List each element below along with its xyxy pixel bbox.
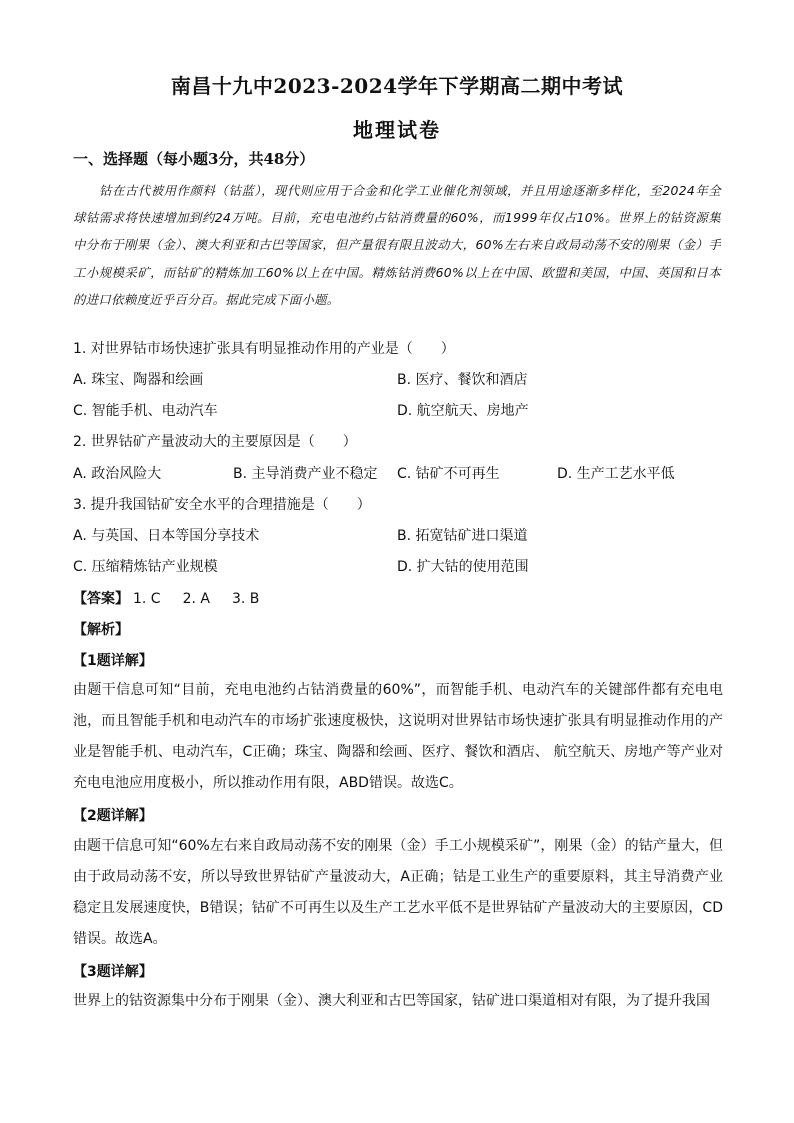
answer-2: 2. A — [182, 591, 210, 607]
question-1-option-b: B. 医疗、餐饮和酒店 — [397, 372, 528, 388]
question-2-option-c: C. 钴矿不可再生 — [397, 466, 500, 482]
question-3-option-c: C. 压缩精炼钴产业规模 — [73, 559, 218, 575]
question-3-stem: 3. 提升我国钴矿安全水平的合理措施是（ ） — [73, 497, 371, 513]
answer-1: 1. C — [133, 591, 161, 607]
question-2-option-d: D. 生产工艺水平低 — [557, 466, 675, 482]
document-title: 南昌十九中2023-2024学年下学期高二期中考试 — [170, 74, 624, 98]
analysis-label: 【解析】 — [73, 622, 129, 638]
answer-line — [73, 588, 281, 608]
passage-text: 钴在古代被用作颜料（钴蓝），现代则应用于合金和化学工业催化剂领域，并且用途逐渐多样化，至2024年全球钴需求将快速增加到约24万吨。目前，充电电池约占钴消费量的60%，而1999年仅占10%。世界上的钴资源集中分布于刚果（金）、澳大利亚和古巴等国家，但产量很有限且波动大，60%左右来自政局动荡不安的刚果（金）手工小规模采矿，而钴矿的精炼加工60%以上在中国。精炼钴消费60%以上在中国、欧盟和美国，中国、英国和日本的进口依赖度近乎百分百。据此完成下面小题。 — [73, 183, 721, 307]
detail-1-text: 由题干信息可知“目前，充电电池约占钴消费量的60%”，而智能手机、电动汽车的关键部件都有充电电池，而且智能手机和电动汽车的市场扩张速度极快，这说明对世界钴市场快速扩张具有明显推动作用的产业是智能手机、电动汽车，C正确；珠宝、陶器和绘画、医疗、餐饮和酒店、 航空航天、房地产等产业对充电电池应用度极小，所以推动作用有限，ABD错误。故选C。 — [73, 682, 723, 791]
reading-passage — [73, 177, 721, 313]
document-subtitle: 地理试卷 — [353, 118, 441, 142]
question-1-stem: 1. 对世界钴市场快速扩张具有明显推动作用的产业是（ ） — [73, 341, 455, 357]
question-1-option-a: A. 珠宝、陶器和绘画 — [73, 372, 204, 388]
question-3-option-d: D. 扩大钴的使用范围 — [397, 559, 529, 575]
answer-label: 【答案】 — [73, 591, 129, 607]
detail-3-label: 【3题详解】 — [73, 964, 153, 980]
question-2-stem: 2. 世界钴矿产量波动大的主要原因是（ ） — [73, 434, 357, 450]
question-1-option-c: C. 智能手机、电动汽车 — [73, 403, 218, 419]
question-3-option-b: B. 拓宽钴矿进口渠道 — [397, 528, 528, 544]
question-1-option-d: D. 航空航天、房地产 — [397, 403, 529, 419]
detail-1-label: 【1题详解】 — [73, 653, 153, 669]
detail-2-text: 由题干信息可知“60%左右来自政局动荡不安的刚果（金）手工小规模采矿”，刚果（金）的钴产量大，但由于政局动荡不安，所以导致世界钴矿产量波动大，A正确；钴是工业生产的重要原料，其主导消费产业稳定且发展速度快，B错误；钴矿不可再生以及生产工艺水平低不是世界钴矿产量波动大的主要原因，CD错误。故选A。 — [73, 838, 723, 947]
detail-2-label: 【2题详解】 — [73, 808, 153, 824]
question-2-option-a: A. 政治风险大 — [73, 466, 162, 482]
answer-values — [133, 591, 281, 607]
answer-3: 3. B — [231, 591, 260, 607]
detail-3-text: 世界上的钴资源集中分布于刚果（金）、澳大利亚和古巴等国家，钴矿进口渠道相对有限，为了提升我国 — [73, 993, 710, 1009]
section-heading: 一、选择题（每小题3分，共48分） — [73, 150, 315, 168]
question-2-option-b: B. 主导消费产业不稳定 — [233, 466, 378, 482]
question-3-option-a: A. 与英国、日本等国分享技术 — [73, 528, 260, 544]
